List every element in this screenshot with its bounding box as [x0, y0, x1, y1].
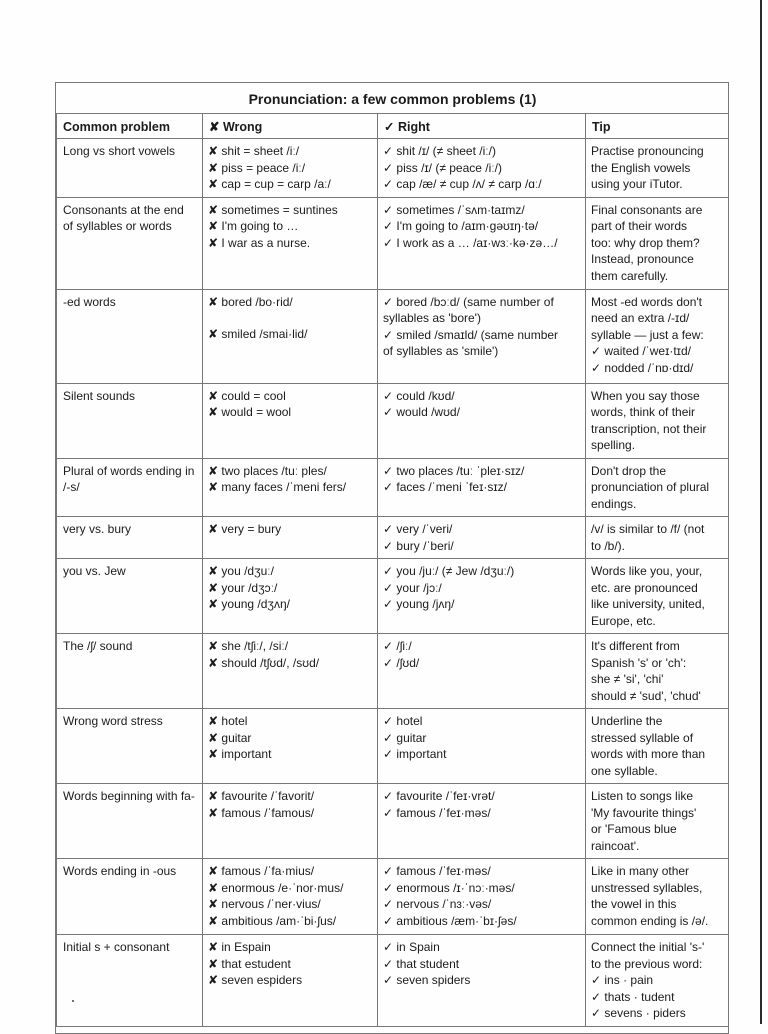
tip-cell	[586, 517, 729, 559]
tip-cell	[586, 383, 729, 458]
tip-line: to /b/).	[591, 538, 626, 553]
tip-line: ✓ thats · tudent	[591, 989, 675, 1004]
wrong-cell	[203, 935, 378, 1027]
tip-line: common ending is /ə/.	[591, 913, 709, 928]
header-right: ✓ Right	[378, 113, 586, 139]
right-cell	[378, 709, 586, 784]
tip-line: Words like you, your,	[591, 564, 703, 578]
tip-line: should ≠ 'sud', 'chud'	[591, 688, 701, 703]
tip-line: words, think of their	[591, 405, 696, 419]
tip-line: using your iTutor.	[591, 177, 683, 191]
tip-line: part of their words	[591, 219, 688, 233]
problem-cell: Words beginning with fa-	[57, 784, 203, 859]
problem-cell: Long vs short vowels	[57, 139, 203, 198]
wrong-line: ✘ would = wool	[208, 405, 292, 419]
wrong-line: ✘ many faces /ˈmeni fers/	[208, 480, 347, 494]
tip-line: Listen to songs like	[591, 789, 694, 803]
tip-line: Spanish 's' or 'ch':	[591, 655, 687, 670]
right-line: ✓ that student	[383, 956, 460, 971]
wrong-line: ✘ very = bury	[208, 522, 282, 536]
right-line: ✓ could /kʊd/	[383, 388, 455, 403]
wrong-cell	[203, 383, 378, 458]
right-line: ✓ ambitious /æm·ˈbɪ·ʃəs/	[383, 913, 517, 928]
tip-line: stressed syllable of	[591, 730, 694, 745]
right-line: ✓ favourite /ˈfeɪ·vrət/	[383, 789, 495, 803]
right-line: ✓ smiled /smaɪld/ (same number	[383, 327, 559, 342]
right-line: ✓ /ʃʊd/	[383, 655, 420, 670]
problem-cell: The /ʃ/ sound	[57, 634, 203, 709]
wrong-cell	[203, 289, 378, 383]
wrong-line	[208, 310, 372, 326]
wrong-line: ✘ ambitious /am·ˈbi·ʃus/	[208, 913, 337, 928]
tip-cell	[586, 559, 729, 634]
table-title: Pronunciation: a few common problems (1)	[57, 83, 729, 113]
tip-line: Most -ed words don't	[591, 294, 703, 309]
tip-line: Underline the	[591, 714, 663, 728]
tip-line: Final consonants are	[591, 202, 703, 217]
wrong-line: ✘ in Espain	[208, 940, 271, 954]
tip-line: Like in many other	[591, 864, 690, 878]
table-row	[57, 859, 729, 935]
tip-line: etc. are pronounced	[591, 580, 698, 595]
right-cell	[378, 383, 586, 458]
right-line: ✓ would /wʊd/	[383, 405, 460, 419]
wrong-cell	[203, 784, 378, 859]
wrong-line: ✘ bored /bo·rid/	[208, 294, 293, 309]
table-row	[57, 709, 729, 784]
right-line: syllables as 'bore')	[383, 311, 481, 325]
tip-line: It's different from	[591, 639, 680, 653]
tip-cell	[586, 458, 729, 517]
wrong-line: ✘ your /dʒɔː/	[208, 580, 278, 595]
tip-line: like university, united,	[591, 597, 705, 611]
table-row	[57, 197, 729, 289]
header-tip: Tip	[586, 113, 729, 139]
right-cell	[378, 458, 586, 517]
tip-line: ✓ nodded /ˈnɒ·dɪd/	[591, 360, 694, 375]
wrong-line: ✘ I'm going to …	[208, 219, 299, 233]
table-row	[57, 935, 729, 1027]
right-cell	[378, 139, 586, 198]
tip-cell	[586, 289, 729, 383]
right-cell	[378, 935, 586, 1027]
scan-speck	[72, 1000, 74, 1002]
tip-line: pronunciation of plural	[591, 480, 710, 494]
right-line: ✓ in Spain	[383, 940, 440, 954]
wrong-line: ✘ you /dʒuː/	[208, 564, 274, 578]
problem-cell: Words ending in -ous	[57, 859, 203, 935]
wrong-line: ✘ piss = peace /iː/	[208, 160, 306, 175]
right-line: ✓ faces /ˈmeni ˈfeɪ·sɪz/	[383, 480, 507, 494]
wrong-cell	[203, 458, 378, 517]
table-row	[57, 634, 729, 709]
right-line: ✓ important	[383, 747, 447, 761]
tip-line: Europe, etc.	[591, 613, 656, 628]
scan-edge-shadow	[760, 0, 762, 1024]
wrong-line: ✘ two places /tuː ples/	[208, 463, 327, 478]
wrong-line: ✘ I war as a nurse.	[208, 235, 311, 250]
problem-cell: -ed words	[57, 289, 203, 383]
right-line: ✓ guitar	[383, 730, 427, 745]
wrong-line: ✘ should /tʃʊd/, /sʊd/	[208, 655, 320, 670]
right-line: ✓ sometimes /ˈsʌm·taɪmz/	[383, 202, 525, 217]
wrong-cell	[203, 634, 378, 709]
wrong-line: ✘ nervous /ˈner·vius/	[208, 897, 321, 911]
table-row	[57, 139, 729, 198]
tip-line: Don't drop the	[591, 463, 667, 478]
right-cell	[378, 859, 586, 935]
right-line: ✓ your /jɔː/	[383, 580, 442, 595]
tip-line: transcription, not their	[591, 421, 707, 436]
wrong-line: ✘ famous /ˈfamous/	[208, 805, 315, 820]
tip-line: ✓ ins · pain	[591, 973, 654, 987]
tip-line: or 'Famous blue	[591, 822, 677, 836]
table-row	[57, 289, 729, 383]
right-line: ✓ shit /ɪ/ (≠ sheet /iː/)	[383, 144, 496, 158]
wrong-line: ✘ she /tʃiː/, /siː/	[208, 639, 289, 653]
tip-line: syllable — just a few:	[591, 327, 704, 342]
problem-cell: Wrong word stress	[57, 709, 203, 784]
wrong-line: ✘ enormous /e·ˈnor·mus/	[208, 880, 344, 895]
tip-line: raincoat'.	[591, 838, 640, 853]
right-line: of syllables as 'smile')	[383, 344, 499, 358]
tip-line: /v/ is similar to /f/ (not	[591, 522, 705, 536]
tip-cell	[586, 935, 729, 1027]
problem-cell: Initial s + consonant	[57, 935, 203, 1027]
tip-line: ✓ sevens · piders	[591, 1006, 686, 1020]
wrong-cell	[203, 559, 378, 634]
tip-line: unstressed syllables,	[591, 880, 703, 895]
tip-line: spelling.	[591, 438, 636, 452]
wrong-cell	[203, 859, 378, 935]
wrong-cell	[203, 517, 378, 559]
wrong-line: ✘ cap = cup = carp /aː/	[208, 177, 331, 191]
problem-cell: you vs. Jew	[57, 559, 203, 634]
right-cell	[378, 634, 586, 709]
right-line: ✓ I'm going to /aɪm·gəʊɪŋ·tə/	[383, 219, 539, 233]
right-line: ✓ young /jʌŋ/	[383, 597, 455, 611]
wrong-line: ✘ important	[208, 747, 272, 761]
problem-cell: very vs. bury	[57, 517, 203, 559]
pronunciation-table-sheet	[55, 82, 729, 1034]
tip-line: the English vowels	[591, 160, 691, 175]
tip-cell	[586, 197, 729, 289]
right-line: ✓ cap /æ/ ≠ cup /ʌ/ ≠ carp /ɑː/	[383, 177, 542, 191]
right-line: ✓ very /ˈveri/	[383, 522, 453, 536]
table-row	[57, 458, 729, 517]
right-line: ✓ nervous /ˈnɜː·vəs/	[383, 897, 492, 911]
tip-line: she ≠ 'si', 'chi'	[591, 672, 664, 686]
right-cell	[378, 784, 586, 859]
wrong-line: ✘ smiled /smai·lid/	[208, 327, 308, 341]
tip-line: need an extra /-ɪd/	[591, 311, 690, 325]
right-line: ✓ famous /ˈfeɪ·məs/	[383, 864, 491, 878]
wrong-line: ✘ sometimes = suntines	[208, 202, 338, 217]
tip-line: endings.	[591, 496, 637, 511]
tip-cell	[586, 634, 729, 709]
tip-cell	[586, 859, 729, 935]
tip-cell	[586, 139, 729, 198]
wrong-cell	[203, 139, 378, 198]
right-line: ✓ I work as a … /aɪ·wɜː·kə·zə…/	[383, 235, 558, 250]
right-cell	[378, 517, 586, 559]
table-row	[57, 784, 729, 859]
pronunciation-table	[56, 83, 729, 1027]
right-line: ✓ piss /ɪ/ (≠ peace /iː/)	[383, 160, 502, 175]
tip-line: ✓ waited /ˈweɪ·tɪd/	[591, 344, 691, 358]
right-line: ✓ /ʃiː/	[383, 639, 412, 653]
problem-cell: Silent sounds	[57, 383, 203, 458]
right-line: ✓ bury /ˈberi/	[383, 538, 454, 553]
right-line: ✓ enormous /ɪ·ˈnɔː·məs/	[383, 880, 515, 895]
wrong-line: ✘ that estudent	[208, 956, 291, 971]
tip-cell	[586, 709, 729, 784]
tip-line: words with more than	[591, 747, 706, 761]
tip-line: Connect the initial 's-'	[591, 940, 705, 954]
right-line: ✓ bored /bɔːd/ (same number of	[383, 294, 554, 309]
tip-line: Instead, pronounce	[591, 252, 694, 266]
wrong-line: ✘ famous /ˈfa·mius/	[208, 864, 315, 878]
header-row	[57, 113, 729, 139]
right-line: ✓ hotel	[383, 714, 423, 728]
wrong-line: ✘ young /dʒʌŋ/	[208, 597, 290, 611]
right-line: ✓ two places /tuː ˈpleɪ·sɪz/	[383, 463, 525, 478]
wrong-line: ✘ guitar	[208, 730, 252, 745]
table-row	[57, 517, 729, 559]
right-line: ✓ you /juː/ (≠ Jew /dʒuː/)	[383, 564, 515, 578]
wrong-line: ✘ could = cool	[208, 388, 286, 403]
table-row	[57, 383, 729, 458]
right-line: ✓ seven spiders	[383, 973, 471, 987]
tip-line: Practise pronouncing	[591, 144, 704, 158]
tip-line: to the previous word:	[591, 956, 703, 971]
header-wrong: ✘ Wrong	[203, 113, 378, 139]
problem-cell: Consonants at the end of syllables or words	[57, 197, 203, 289]
table-row	[57, 559, 729, 634]
tip-line: the vowel in this	[591, 897, 677, 911]
tip-line: 'My favourite things'	[591, 805, 697, 820]
tip-line: them carefully.	[591, 268, 669, 283]
wrong-line: ✘ favourite /ˈfavorit/	[208, 789, 315, 803]
tip-line: When you say those	[591, 388, 700, 403]
right-line: ✓ famous /ˈfeɪ·məs/	[383, 805, 491, 820]
problem-cell: Plural of words ending in /-s/	[57, 458, 203, 517]
tip-line: one syllable.	[591, 763, 658, 778]
wrong-line: ✘ shit = sheet /iː/	[208, 144, 300, 158]
header-common-problem: Common problem	[57, 113, 203, 139]
wrong-line: ✘ seven espiders	[208, 973, 303, 987]
wrong-cell	[203, 709, 378, 784]
wrong-cell	[203, 197, 378, 289]
wrong-line: ✘ hotel	[208, 714, 248, 728]
tip-cell	[586, 784, 729, 859]
table-body	[57, 139, 729, 1027]
right-cell	[378, 559, 586, 634]
right-cell	[378, 197, 586, 289]
right-cell	[378, 289, 586, 383]
tip-line: too: why drop them?	[591, 235, 700, 250]
